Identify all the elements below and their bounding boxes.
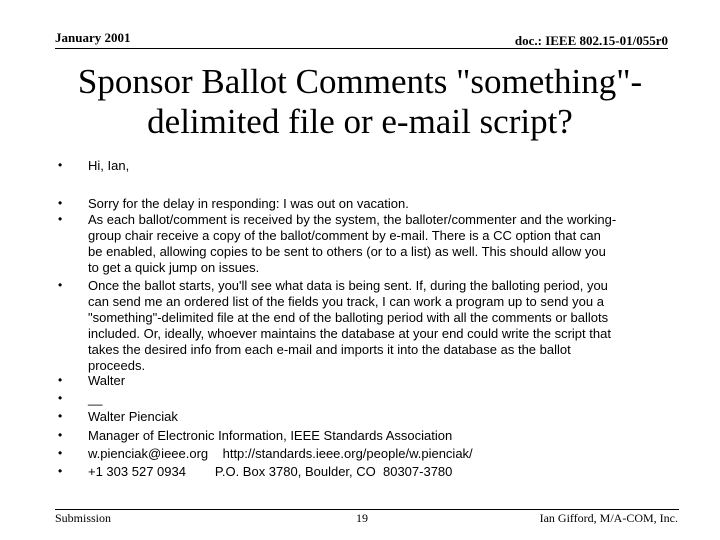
paragraph-2-line: be enabled, allowing copies to be sent to others (or to a list) as well. This should allow you: [88, 244, 606, 259]
footer-submission: Submission: [55, 511, 112, 525]
paragraph-3-line: Once the ballot starts, you'll see what data is being sent. If, during the balloting period, you: [88, 278, 608, 293]
signature-phone-address: +1 303 527 0934 P.O. Box 3780, Boulder, CO 80307-3780: [88, 464, 453, 479]
header-doc-id: doc.: IEEE 802.15-01/055r0: [514, 33, 668, 48]
bullet-p1: •: [58, 196, 63, 210]
paragraph-3-line: can send me an ordered list of the fields you track, I can work a program up to send you a: [88, 294, 604, 309]
bullet-sig-email: •: [58, 446, 63, 460]
signature-separator: __: [88, 391, 103, 406]
header-rule: [55, 48, 668, 49]
footer-page-number: 19: [356, 511, 368, 525]
paragraph-2-line: to get a quick jump on issues.: [88, 260, 260, 275]
slide-title: [40, 62, 680, 142]
bullet-sig-title: •: [58, 428, 63, 442]
title-line-2: delimited file or e-mail script?: [147, 102, 573, 141]
bullet-sig-phone: •: [58, 464, 63, 478]
bullet-sig-name: •: [58, 409, 63, 423]
paragraph-1: Sorry for the delay in responding: I was out on vacation.: [88, 196, 409, 211]
greeting-text: Hi, Ian,: [88, 158, 130, 173]
bullet-signoff: •: [58, 373, 63, 387]
footer-author: Ian Gifford, M/A-COM, Inc.: [539, 511, 678, 525]
bullet-separator: •: [58, 391, 63, 405]
bullet-p2: •: [58, 212, 63, 226]
signature-title: Manager of Electronic Information, IEEE Standards Association: [88, 428, 453, 443]
signature-email-url: w.pienciak@ieee.org http://standards.ieee.org/people/w.pienciak/: [88, 446, 473, 461]
paragraph-3-line: takes the desired info from each e-mail and imports it into the database as the ballot: [88, 342, 571, 357]
paragraph-3: [88, 278, 664, 374]
signoff-text: Walter: [88, 373, 126, 388]
signature-name: Walter Pienciak: [88, 409, 178, 424]
bullet-p3: •: [58, 278, 63, 292]
paragraph-2-line: group chair receive a copy of the ballot/comment by e-mail. There is a CC option that can: [88, 228, 601, 243]
title-line-1: Sponsor Ballot Comments "something"-: [77, 62, 643, 101]
paragraph-3-line: "something"-delimited file at the end of the balloting period with all the comments or ballots: [88, 310, 609, 325]
bullet-greeting: •: [58, 158, 63, 172]
footer-rule: [55, 509, 679, 510]
paragraph-3-line: included. Or, ideally, whoever maintains the database at your end could write the script that: [88, 326, 611, 341]
header-date: January 2001: [55, 30, 131, 45]
paragraph-2-line: As each ballot/comment is received by the system, the balloter/commenter and the working-: [88, 212, 617, 227]
paragraph-2: [88, 212, 664, 276]
paragraph-3-line: proceeds.: [88, 358, 146, 373]
